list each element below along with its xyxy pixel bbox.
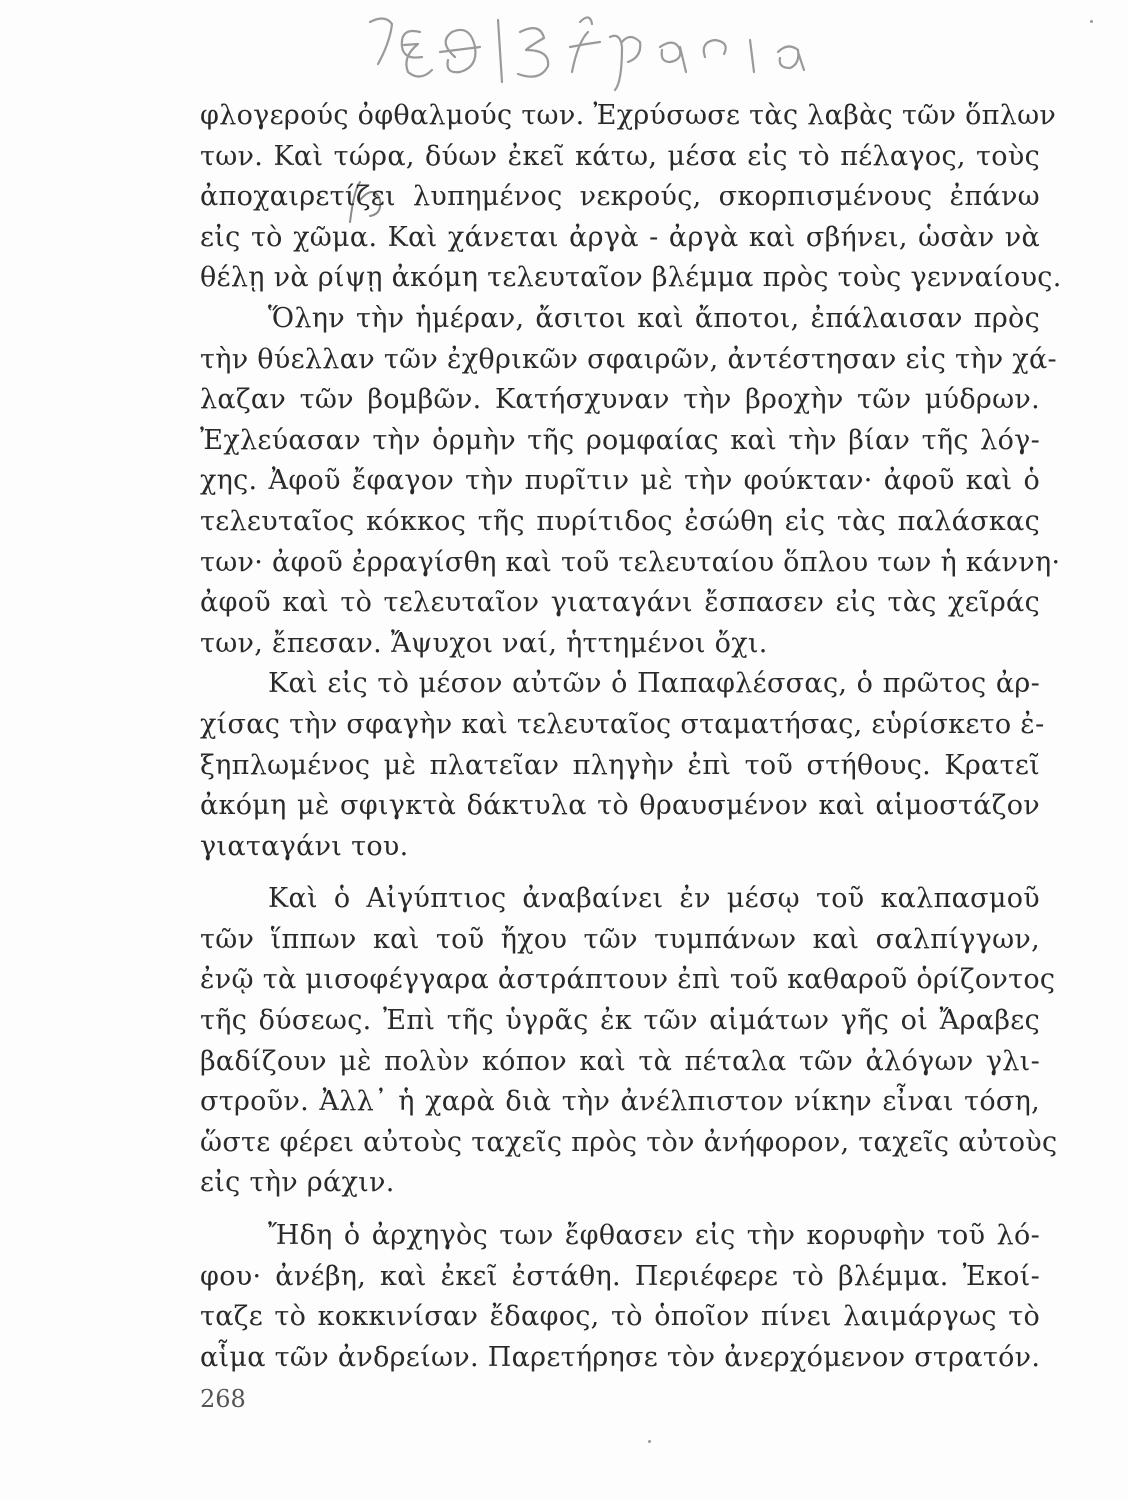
- text-line: των· ἀφοῦ ἐρραγίσθη καὶ τοῦ τελευταίου ὅπλου των ἡ κάννη·: [200, 546, 1061, 578]
- paragraph: [200, 299, 1061, 664]
- margin-speck: [648, 1440, 651, 1443]
- text-line: τῆς δύσεως. Ἐπὶ τῆς ὑγρᾶς ἐκ τῶν αἱμάτων γῆς οἱ Ἄραβες: [200, 1005, 1040, 1037]
- text-line: εἰς τὴν ράχιν.: [200, 1167, 395, 1199]
- paragraph: [200, 664, 1045, 867]
- text-line: ταζε τὸ κοκκινίσαν ἔδαφος, τὸ ὁποῖον πίνει λαιμάργως τὸ: [200, 1301, 1040, 1333]
- text-line: ἐνῷ τὰ μισοφέγγαρα ἀστράπτουν ἐπὶ τοῦ καθαροῦ ὁρίζοντος: [200, 964, 1056, 996]
- text-line: φλογερούς ὀφθαλμούς των. Ἐχρύσωσε τὰς λαβὰς τῶν ὅπλων: [200, 100, 1057, 131]
- text-line: στροῦν. Ἀλλ᾽ ἡ χαρὰ διὰ τὴν ἀνέλπιστον νίκην εἶναι τόση,: [200, 1086, 1040, 1118]
- text-line: λαζαν τῶν βομβῶν. Κατήσχυναν τὴν βροχὴν τῶν μύδρων.: [200, 384, 1040, 416]
- page-number: 268: [200, 1385, 246, 1413]
- margin-speck: [1090, 20, 1093, 23]
- text-line: ξηπλωμένος μὲ πλατεῖαν πληγὴν ἐπὶ τοῦ στήθους. Κρατεῖ: [200, 749, 1040, 781]
- text-line: θέλῃ νὰ ρίψῃ ἀκόμη τελευταῖον βλέμμα πρὸς τοὺς γενναίους.: [200, 262, 1062, 294]
- text-line: χίσας τὴν σφαγὴν καὶ τελευταῖος σταματήσας, εὑρίσκετο ἐ-: [200, 708, 1045, 740]
- text-line: γιαταγάνι του.: [200, 830, 409, 862]
- text-line: τὴν θύελλαν τῶν ἐχθρικῶν σφαιρῶν, ἀντέστησαν εἰς τὴν χά-: [200, 343, 1057, 375]
- text-line: Καὶ εἰς τὸ μέσον αὐτῶν ὁ Παπαφλέσσας, ὁ πρῶτος ἀρ-: [268, 668, 1040, 700]
- text-line: ἀκόμη μὲ σφιγκτὰ δάκτυλα τὸ θραυσμένον καὶ αἱμοστάζον: [200, 790, 1040, 822]
- paragraph: [200, 1216, 1040, 1378]
- text-line: των, ἔπεσαν. Ἄψυχοι ναί, ἡττημένοι ὄχι.: [200, 627, 768, 659]
- text-line: χης. Ἀφοῦ ἔφαγον τὴν πυρῖτιν μὲ τὴν φούκταν· ἀφοῦ καὶ ὁ: [200, 465, 1040, 497]
- paragraph-gap: [200, 867, 1040, 879]
- paragraph-gap: [200, 1204, 1040, 1216]
- text-line: ὥστε φέρει αὐτοὺς ταχεῖς πρὸς τὸν ἀνήφορον, ταχεῖς αὐτοὺς: [200, 1126, 1058, 1158]
- text-line: Ἤδη ὁ ἀρχηγὸς των ἔφθασεν εἰς τὴν κορυφὴν τοῦ λό-: [268, 1220, 1040, 1252]
- text-line: τελευταῖος κόκκος τῆς πυρίτιδος ἐσώθη εἰς τὰς παλάσκας: [200, 505, 1040, 537]
- handwritten-pencil-note: [330, 2, 850, 92]
- text-line: ἀποχαιρετίζει λυπημένος νεκρούς, σκορπισμένους ἐπάνω: [200, 181, 1040, 213]
- text-line: Καὶ ὁ Αἰγύπτιος ἀναβαίνει ἐν μέσῳ τοῦ καλπασμοῦ: [268, 883, 1040, 915]
- paragraph: [200, 96, 1062, 299]
- text-line: φου· ἀνέβη, καὶ ἐκεῖ ἐστάθη. Περιέφερε τὸ βλέμμα. Ἐκοί-: [200, 1260, 1040, 1292]
- text-line: τῶν ἵππων καὶ τοῦ ἤχου τῶν τυμπάνων καὶ σαλπίγγων,: [200, 923, 1040, 955]
- text-line: αἷμα τῶν ἀνδρείων. Παρετήρησε τὸν ἀνερχόμενον στρατόν.: [200, 1341, 1041, 1373]
- body-text: [200, 96, 1062, 1378]
- text-line: βαδίζουν μὲ πολὺν κόπον καὶ τὰ πέταλα τῶν ἀλόγων γλι-: [200, 1045, 1040, 1077]
- text-line: των. Καὶ τώρα, δύων ἐκεῖ κάτω, μέσα εἰς τὸ πέλαγος, τοὺς: [200, 140, 1040, 172]
- text-line: Ὅλην τὴν ἡμέραν, ἄσιτοι καὶ ἄποτοι, ἐπάλαισαν πρὸς: [268, 302, 1040, 334]
- text-line: Ἐχλεύασαν τὴν ὁρμὴν τῆς ρομφαίας καὶ τὴν βίαν τῆς λόγ-: [200, 424, 1040, 456]
- paragraph: [200, 879, 1058, 1204]
- text-line: ἀφοῦ καὶ τὸ τελευταῖον γιαταγάνι ἔσπασεν εἰς τὰς χεῖράς: [200, 587, 1040, 619]
- text-line: εἰς τὸ χῶμα. Καὶ χάνεται ἀργὰ - ἀργὰ καὶ σβήνει, ὡσὰν νὰ: [200, 221, 1040, 253]
